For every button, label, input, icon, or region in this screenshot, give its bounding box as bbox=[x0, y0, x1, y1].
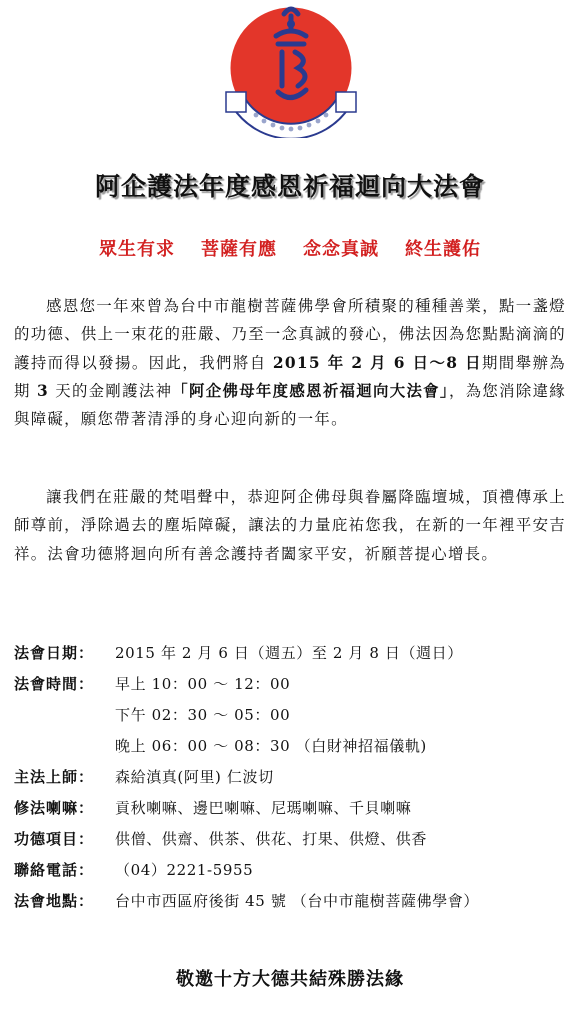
detail-row-lamas bbox=[14, 792, 574, 823]
detail-row-time bbox=[14, 730, 574, 761]
intro-text: 期間舉辦為期 bbox=[14, 353, 566, 400]
organization-logo bbox=[212, 0, 370, 138]
detail-row-date bbox=[14, 637, 574, 668]
detail-row-address bbox=[14, 885, 574, 916]
detail-row-merit bbox=[14, 823, 574, 854]
slogan-row bbox=[0, 235, 580, 261]
intro-text: ，為您消除違緣與障礙，願您帶著清淨的身心迎向新的一年。 bbox=[14, 381, 566, 429]
detail-label: 修法喇嘛： bbox=[14, 799, 95, 817]
intro-paragraph-2 bbox=[14, 483, 566, 568]
page-title: 阿企護法年度感恩祈福迴向大法會 bbox=[94, 172, 485, 201]
detail-value: 早上 10：00 ～ 12：00 bbox=[115, 675, 291, 693]
intro-text: 天的金剛護法神 bbox=[55, 381, 173, 400]
detail-value: 晚上 06：00 ～ 08：30 （白財神招福儀軌) bbox=[115, 737, 427, 755]
slogan-item: 終生護佑 bbox=[405, 239, 481, 260]
event-details bbox=[14, 637, 574, 916]
detail-row-time bbox=[14, 699, 574, 730]
detail-label: 主法上師： bbox=[14, 768, 95, 786]
detail-label: 法會時間： bbox=[14, 675, 95, 693]
detail-row-phone bbox=[14, 854, 574, 885]
detail-label: 聯絡電話： bbox=[14, 861, 95, 879]
slogan-item: 眾生有求 bbox=[99, 239, 175, 260]
detail-value: 森給滇真(阿里) 仁波切 bbox=[115, 768, 274, 786]
intro-text: 讓我們在莊嚴的梵唱聲中，恭迎阿企佛母與眷屬降臨壇城，頂禮傳承上師尊前，淨除過去的塵垢障礙，讓法的力量庇祐您我，在新的一年裡平安吉祥。法會功德將迴向所有善念護持者闔家平安，祈願菩提心增長。 bbox=[14, 488, 566, 563]
intro-text: 感恩您一年來曾為台中市龍樹菩薩佛學會所積聚的種種善業，點一盞燈的功德、供上一束花的莊嚴、乃至一念真誠的發心，佛法因為您點點滴滴的護持而得以發揚。因此，我們將自 bbox=[14, 297, 566, 372]
detail-value: （04）2221-5955 bbox=[115, 861, 254, 879]
event-dates: 2015 年 2 月 6 日～8 日 bbox=[272, 353, 482, 372]
detail-row-master bbox=[14, 761, 574, 792]
detail-row-time bbox=[14, 668, 574, 699]
detail-value: 下午 02：30 ～ 05：00 bbox=[115, 706, 291, 724]
detail-label: 法會日期： bbox=[14, 644, 95, 662]
detail-label: 法會地點： bbox=[14, 892, 95, 910]
detail-value: 貢秋喇嘛、邊巴喇嘛、尼瑪喇嘛、千貝喇嘛 bbox=[115, 799, 412, 817]
invitation-footer: 敬邀十方大德共結殊勝法緣 bbox=[176, 969, 404, 990]
slogan-item: 念念真誠 bbox=[303, 239, 379, 260]
detail-value: 2015 年 2 月 6 日（週五）至 2 月 8 日（週日） bbox=[115, 644, 463, 662]
detail-label: 功德項目： bbox=[14, 830, 95, 848]
intro-paragraph-1 bbox=[14, 292, 566, 433]
event-name: 「阿企佛母年度感恩祈福迴向大法會」 bbox=[172, 381, 449, 400]
detail-value: 台中市西區府後街 45 號 （台中市龍樹菩薩佛學會） bbox=[115, 892, 479, 910]
detail-value: 供僧、供齋、供茶、供花、打果、供燈、供香 bbox=[115, 830, 428, 848]
event-days: 3 bbox=[36, 381, 49, 400]
slogan-item: 菩薩有應 bbox=[201, 239, 277, 260]
dharma-emblem-icon bbox=[212, 0, 370, 138]
